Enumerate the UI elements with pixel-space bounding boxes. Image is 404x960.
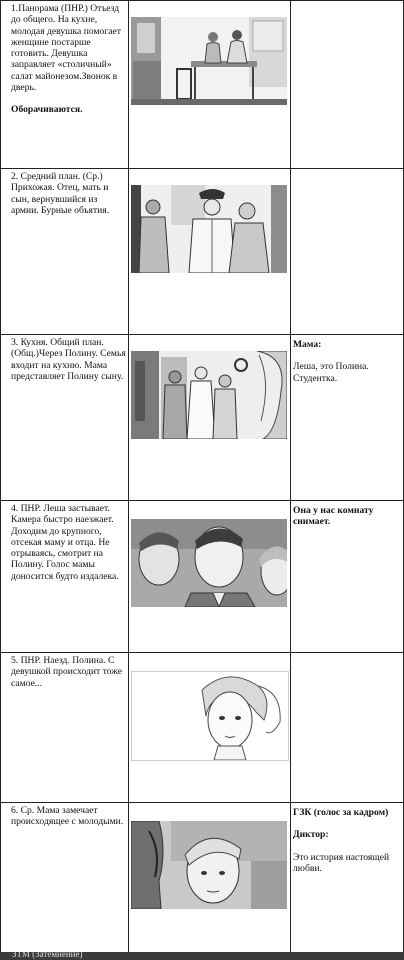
audio-cell — [290, 169, 404, 334]
shot-description-cell — [0, 335, 128, 500]
speaker-label: ГЗК (голос за кадром) — [293, 807, 389, 818]
shot-description: 2. Средний план. (Ср.) Прихожая. Отец, мать и сын, вернувшийся из армии. Бурные объятия. — [11, 171, 110, 216]
mother-notices-sketch — [131, 821, 287, 909]
storyboard-row — [0, 168, 404, 334]
shot-description: 1.Панорама (ПНР.) Отъезд до общего. На кухне, молодая девушка помогает женщине постарше готовить. Девушка заправляет «столичный» салат майонезом.Звонок в дверь. — [11, 3, 121, 94]
storyboard-row — [0, 652, 404, 802]
audio-cell — [290, 501, 404, 652]
family-enters-kitchen-sketch — [131, 351, 287, 439]
shot-description: 3. Кухня. Общий план. (Общ.)Через Полину. Семья входит на кухню. Мама представляет Полину сыну. — [11, 337, 126, 382]
shot-description-cell — [0, 169, 128, 334]
shot-description-bold: Оборачиваются. — [11, 104, 83, 116]
next-row-strip — [0, 952, 404, 960]
footer-text: ЗТМ (Затемнение) — [12, 952, 83, 959]
storyboard-row — [0, 334, 404, 500]
dialogue-line: Она у нас комнату снимает. — [293, 505, 374, 528]
shot-description-cell — [0, 653, 128, 802]
dialogue-line: Леша, это Полина. Студентка. — [293, 361, 369, 384]
frame-cell — [128, 169, 290, 334]
polina-close-up-sketch — [131, 671, 289, 761]
storyboard-row — [0, 500, 404, 652]
storyboard-row — [0, 802, 404, 952]
close-up-faces-sketch — [131, 519, 287, 607]
audio-cell — [290, 803, 404, 952]
frame-cell — [128, 803, 290, 952]
speaker-label: Диктор: — [293, 829, 329, 841]
frame-cell — [128, 335, 290, 500]
audio-cell — [290, 653, 404, 802]
storyboard-row — [0, 0, 404, 168]
dialogue-line: Это история настоящей любви. — [293, 851, 390, 874]
shot-description-cell — [0, 803, 128, 952]
frame-cell — [128, 1, 290, 168]
speaker-label: Мама: — [293, 339, 322, 350]
audio-cell — [290, 1, 404, 168]
hallway-reunion-sketch — [131, 185, 287, 273]
kitchen-scene-sketch — [131, 17, 287, 105]
audio-cell — [290, 335, 404, 500]
shot-description-cell — [0, 1, 128, 168]
shot-description: 5. ПНР. Наезд. Полина. С девушкой происходит тоже самое... — [11, 655, 122, 689]
shot-description: 6. Ср. Мама замечает происходящее с молодыми. — [11, 805, 124, 828]
shot-description-cell — [0, 501, 128, 652]
frame-cell — [128, 501, 290, 652]
shot-description: 4. ПНР. Леша застывает. Камера быстро наезжает. Доходим до крупного, отсекая маму и отца. Не отрываясь, смотрит на Полину. Голос мамы доносится будто издалека. — [11, 503, 119, 582]
frame-cell — [128, 653, 290, 802]
